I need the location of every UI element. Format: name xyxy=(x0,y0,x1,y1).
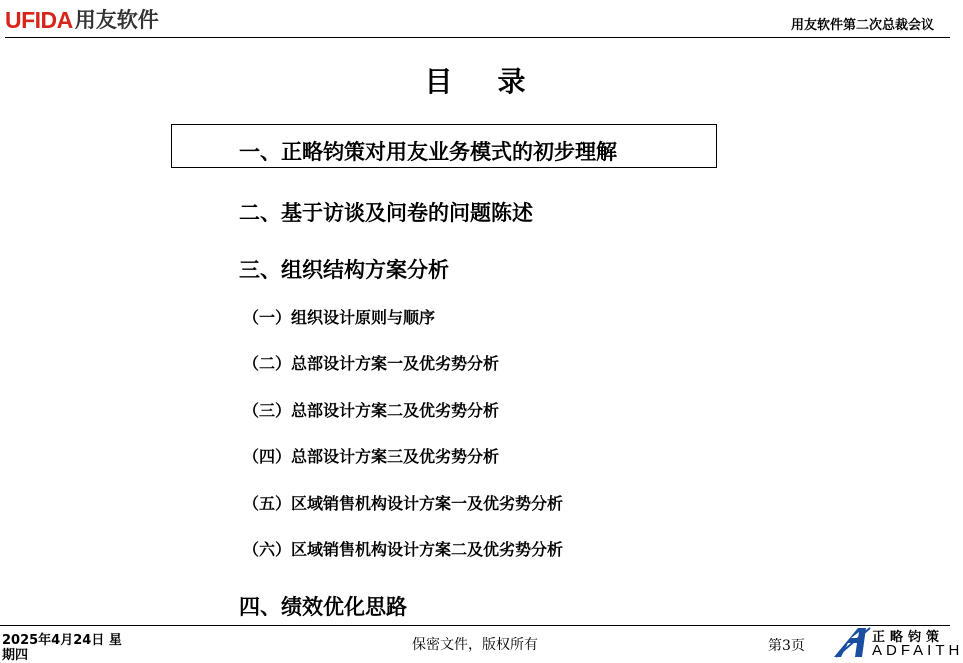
toc-section-2: 二、基于访谈及问卷的问题陈述 xyxy=(239,201,533,225)
toc-subsection-5: （五）区域销售机构设计方案一及优劣势分析 xyxy=(243,494,564,513)
toc-subsection-1: （一）组织设计原则与顺序 xyxy=(243,308,436,327)
page-number: 第3页 xyxy=(768,638,805,654)
ufida-logo xyxy=(5,6,159,34)
adfaith-logo-cn: 正略钧策 xyxy=(872,630,945,645)
logo-brand-cn: 用友软件 xyxy=(74,8,159,32)
page-title: 目录 xyxy=(424,65,571,98)
toc-section-3: 三、组织结构方案分析 xyxy=(239,258,449,282)
footer-divider xyxy=(0,625,950,626)
header-title: 用友软件第二次总裁会议 xyxy=(790,18,934,33)
adfaith-logo-en: ADFAITH xyxy=(872,642,963,659)
toc-section-1: 一、正略钧策对用友业务模式的初步理解 xyxy=(239,140,617,164)
footer-date: 2025年4月24日 星期四 xyxy=(2,633,122,663)
toc-subsection-4: （四）总部设计方案三及优劣势分析 xyxy=(243,447,500,466)
logo-brand-en: UFIDA xyxy=(5,7,73,33)
header-divider xyxy=(5,37,950,38)
toc-section-4: 四、绩效优化思路 xyxy=(239,595,407,619)
footer-confidential: 保密文件，版权所有 xyxy=(412,637,538,653)
header xyxy=(0,0,950,40)
toc-subsection-2: （二）总部设计方案一及优劣势分析 xyxy=(243,354,500,373)
adfaith-logo xyxy=(832,624,963,659)
toc-subsection-3: （三）总部设计方案二及优劣势分析 xyxy=(243,401,500,420)
toc-subsection-6: （六）区域销售机构设计方案二及优劣势分析 xyxy=(243,540,564,559)
adfaith-mark-icon xyxy=(832,626,872,658)
